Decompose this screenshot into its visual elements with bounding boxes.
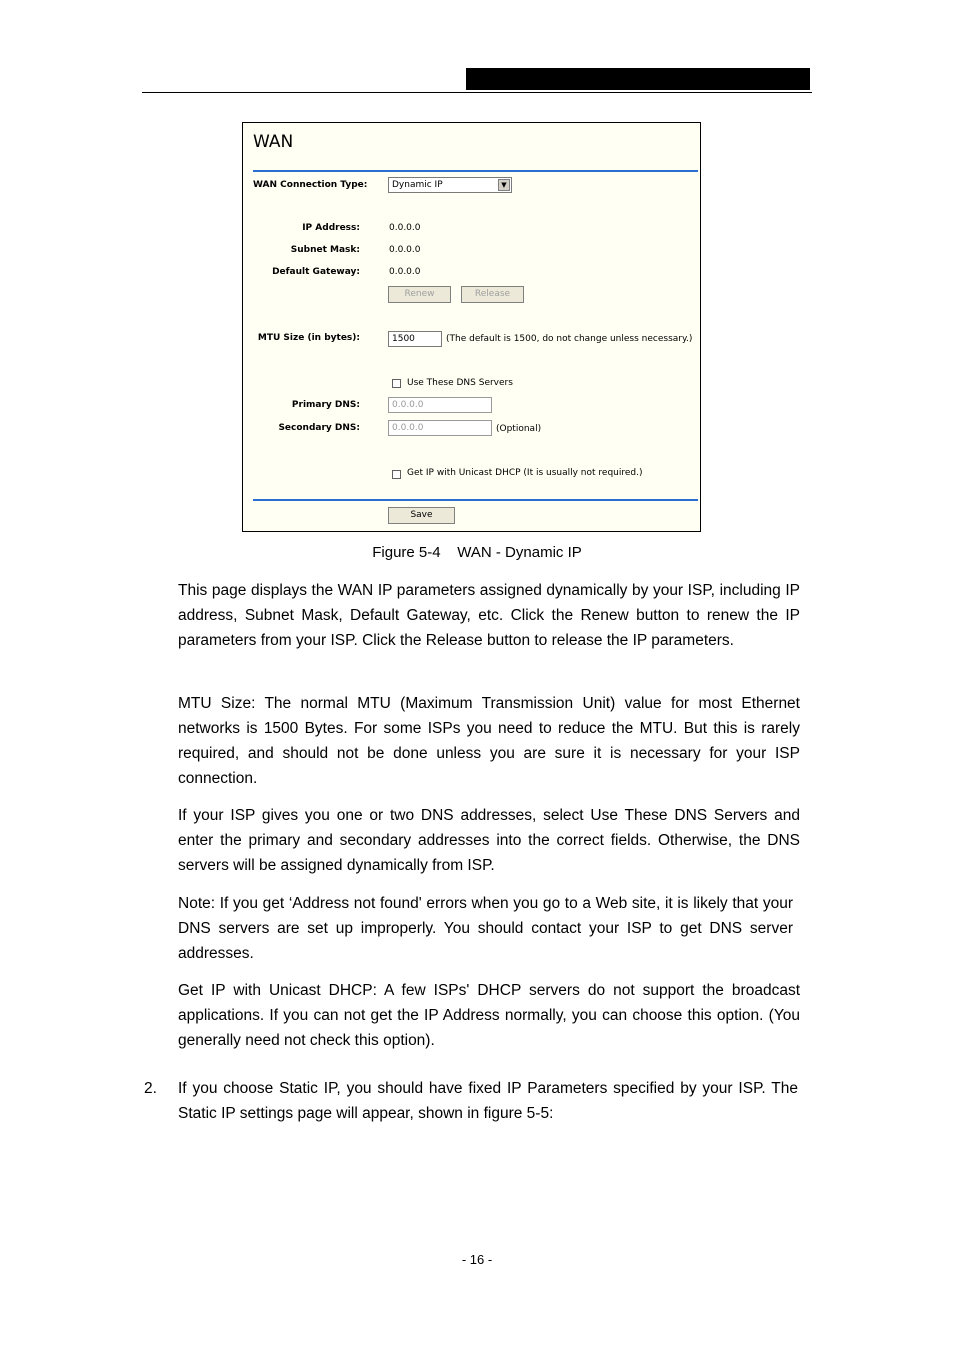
paragraph-text: Note: If you get ‘Address not found' errors when you go to a Web site, it is likely that your DNS servers are set up improperly. You should contact your ISP to get DNS server addresses. (178, 895, 793, 962)
default-gateway-value: 0.0.0.0 (389, 267, 421, 277)
paragraph-dynamic-ip (178, 578, 800, 653)
ip-address-value: 0.0.0.0 (389, 223, 421, 233)
connection-type-select[interactable] (388, 177, 512, 193)
subnet-mask-value: 0.0.0.0 (389, 245, 421, 255)
primary-dns-input[interactable]: 0.0.0.0 (388, 397, 492, 413)
connection-type-label: WAN Connection Type: (253, 180, 368, 190)
release-button[interactable]: Release (461, 286, 524, 303)
paragraph-text: If you choose Static IP, you should have fixed IP Parameters specified by your ISP. The Static IP settings page will appear, shown in figure 5-5: (178, 1080, 798, 1122)
secondary-dns-note: (Optional) (496, 424, 542, 434)
unicast-dhcp-label: Get IP with Unicast DHCP (It is usually not required.) (407, 468, 643, 478)
paragraph-text: This page displays the WAN IP parameters assigned dynamically by your ISP, including IP address, Subnet Mask, Default Gateway, etc. Click the Renew button to renew the IP parameters from your ISP. Click the Release button to release the IP parameters. (178, 582, 800, 649)
save-button[interactable]: Save (388, 507, 455, 524)
panel-title: WAN (253, 132, 294, 152)
mtu-input[interactable]: 1500 (388, 331, 442, 347)
page-number: - 16 - (461, 1252, 493, 1267)
top-divider (253, 170, 698, 172)
connection-type-value: Dynamic IP (392, 180, 443, 190)
renew-button[interactable]: Renew (388, 286, 451, 303)
paragraph-mtu (178, 691, 800, 791)
paragraph-text: MTU Size: The normal MTU (Maximum Transmission Unit) value for most Ethernet networks is 1500 Bytes. For some ISPs you need to reduce the MTU. But this is rarely required, and should not be done unless you are sure it is necessary for your ISP connection. (178, 695, 800, 787)
paragraph-dns (178, 803, 800, 878)
default-gateway-label: Default Gateway: (272, 267, 360, 277)
ip-address-label: IP Address: (302, 223, 360, 233)
wan-figure-panel (242, 122, 701, 532)
bottom-divider (253, 499, 698, 501)
paragraph-note (178, 891, 793, 966)
mtu-note: (The default is 1500, do not change unless necessary.) (446, 334, 693, 344)
secondary-dns-input[interactable]: 0.0.0.0 (388, 420, 492, 436)
paragraph-static-ip (178, 1076, 798, 1126)
use-dns-label: Use These DNS Servers (407, 378, 513, 388)
header-rule (142, 92, 812, 93)
paragraph-text: If your ISP gives you one or two DNS addresses, select Use These DNS Servers and enter the primary and secondary addresses into the correct fields. Otherwise, the DNS servers will be assigned dynamically from ISP. (178, 807, 800, 874)
chevron-down-icon[interactable]: ▼ (498, 179, 510, 191)
paragraph-unicast (178, 978, 800, 1053)
paragraph-text: Get IP with Unicast DHCP: A few ISPs' DHCP servers do not support the broadcast applications. If you can not get the IP Address normally, you can choose this option. (You generally need not check this option). (178, 982, 800, 1049)
secondary-dns-label: Secondary DNS: (278, 423, 360, 433)
figure-caption: Figure 5-4 WAN - Dynamic IP (372, 544, 582, 561)
primary-dns-label: Primary DNS: (291, 400, 360, 410)
mtu-label: MTU Size (in bytes): (257, 333, 360, 343)
header-bar (466, 68, 810, 90)
use-dns-checkbox[interactable] (392, 379, 401, 388)
unicast-dhcp-checkbox[interactable] (392, 470, 401, 479)
list-number: 2. (144, 1080, 157, 1097)
subnet-mask-label: Subnet Mask: (290, 245, 360, 255)
